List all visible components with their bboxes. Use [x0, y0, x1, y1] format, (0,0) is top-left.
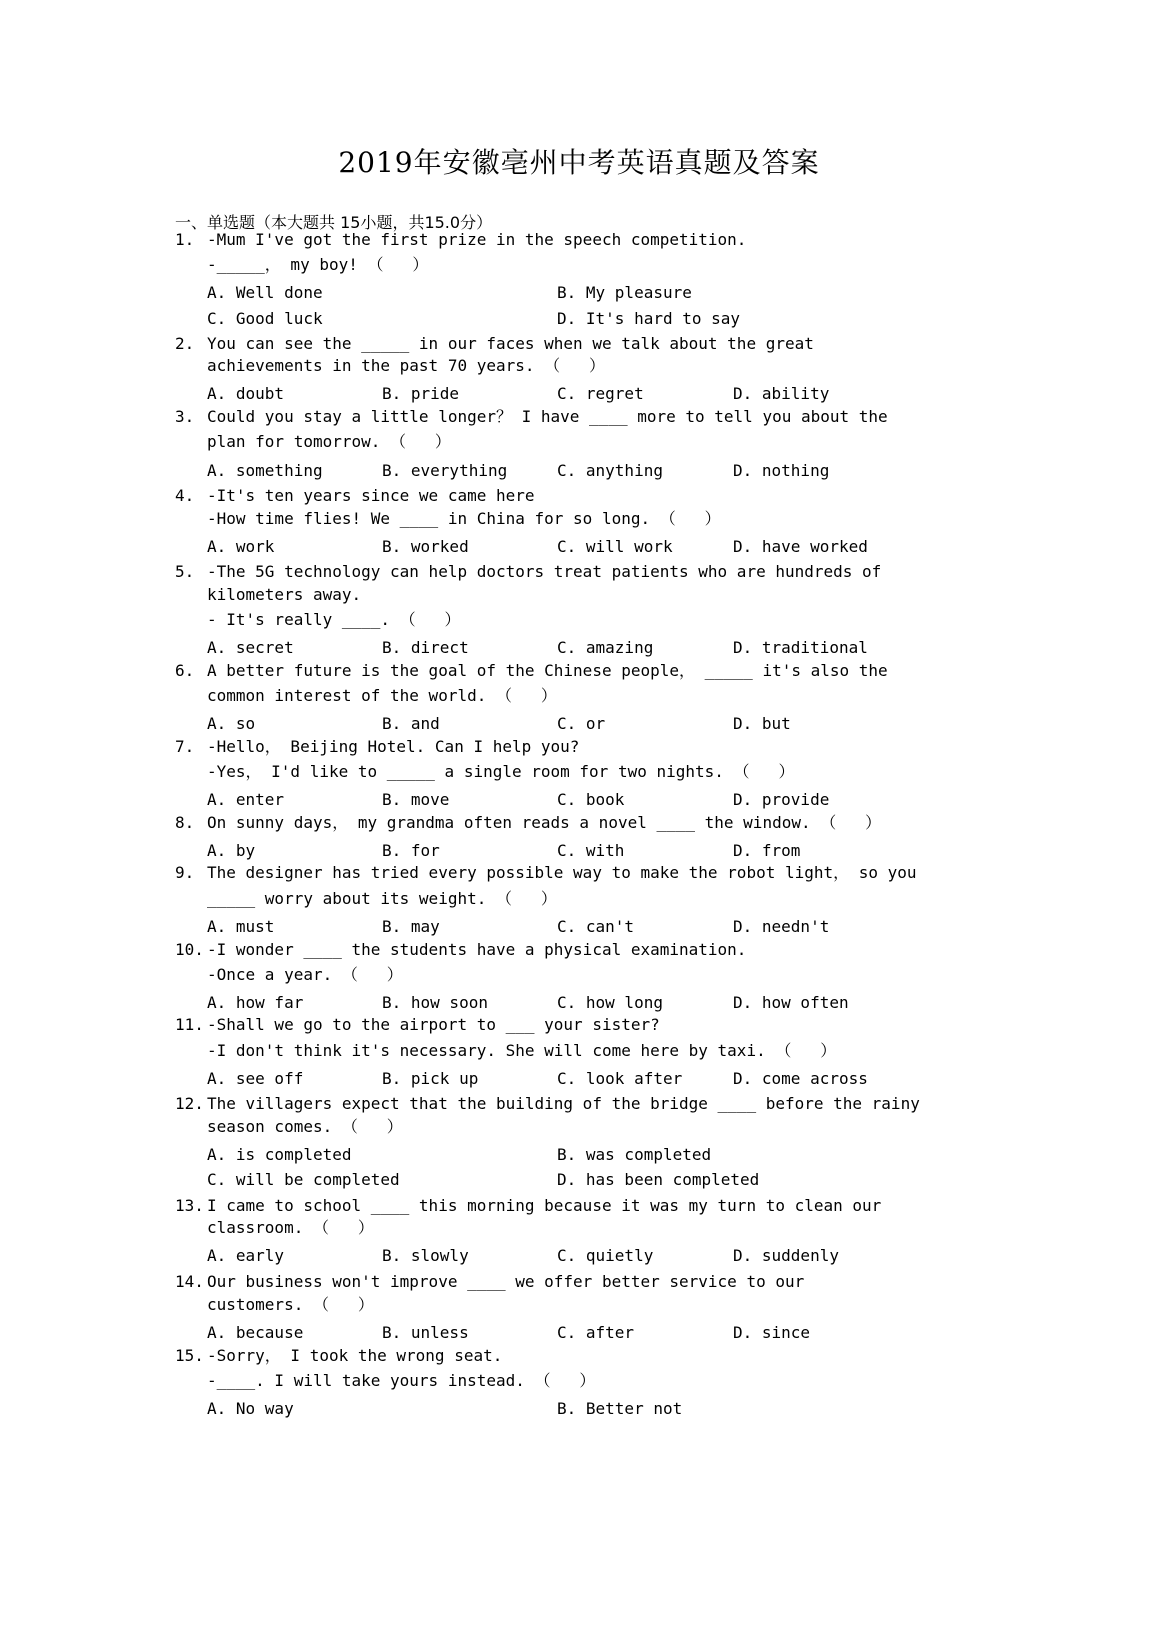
question-number: 11. [175, 1015, 204, 1034]
option: C. will be completed [207, 1170, 400, 1189]
option: C. book [557, 790, 625, 809]
option: C. will work [557, 537, 673, 556]
option: A. doubt [207, 384, 285, 403]
option: B. everything [382, 461, 508, 480]
option: C. Good luck [207, 309, 323, 328]
option: D. nothing [733, 461, 830, 480]
question-text: -I wonder ____ the students have a physical examination. [207, 940, 747, 959]
question-text: -It's ten years since we came here [207, 486, 535, 505]
option: C. with [557, 841, 625, 860]
question-text: season comes. （ ） [207, 1117, 403, 1136]
question-text: The villagers expect that the building of the bridge ____ before the rainy [207, 1094, 920, 1113]
option: A. enter [207, 790, 285, 809]
option: D. since [733, 1323, 811, 1342]
option: D. needn't [733, 917, 830, 936]
option: B. slowly [382, 1246, 469, 1265]
question-text: A better future is the goal of the Chinese people， _____ it's also the [207, 661, 888, 680]
option: B. unless [382, 1323, 469, 1342]
question-text: customers. （ ） [207, 1295, 374, 1314]
question-number: 1. [175, 230, 195, 249]
option: A. see off [207, 1069, 304, 1088]
option: A. because [207, 1323, 304, 1342]
question-number: 12. [175, 1094, 204, 1113]
question-number: 15. [175, 1346, 204, 1365]
question-number: 14. [175, 1272, 204, 1291]
option: A. how far [207, 993, 304, 1012]
question-text: -How time flies! We ____ in China for so long. （ ） [207, 509, 721, 528]
option: A. by [207, 841, 256, 860]
option: C. quietly [557, 1246, 654, 1265]
option: C. amazing [557, 638, 654, 657]
option: C. how long [557, 993, 663, 1012]
question-text: Our business won't improve ____ we offer better service to our [207, 1272, 805, 1291]
question-text: -I don't think it's necessary. She will come here by taxi. （ ） [207, 1041, 837, 1060]
option: B. worked [382, 537, 469, 556]
option: D. It's hard to say [557, 309, 741, 328]
option: A. work [207, 537, 275, 556]
question-number: 8. [175, 813, 195, 832]
option: D. come across [733, 1069, 868, 1088]
question-text: On sunny days， my grandma often reads a novel ____ the window. （ ） [207, 813, 882, 832]
question-text: -Mum I've got the first prize in the speech competition. [207, 230, 747, 249]
question-number: 9. [175, 863, 195, 882]
question-number: 4. [175, 486, 195, 505]
option: A. Well done [207, 283, 323, 302]
question-text: -____. I will take yours instead. （ ） [207, 1371, 596, 1390]
question-number: 2. [175, 334, 195, 353]
option: A. must [207, 917, 275, 936]
option: D. ability [733, 384, 830, 403]
option: D. traditional [733, 638, 868, 657]
option: B. Better not [557, 1399, 683, 1418]
option: D. how often [733, 993, 849, 1012]
question-number: 7. [175, 737, 195, 756]
question-text: -Yes， I'd like to _____ a single room for two nights. （ ） [207, 762, 795, 781]
option: D. provide [733, 790, 830, 809]
option: A. is completed [207, 1145, 352, 1164]
question-text: common interest of the world. （ ） [207, 686, 557, 705]
option: A. secret [207, 638, 294, 657]
page-title: 2019年安徽亳州中考英语真题及答案 [338, 146, 820, 179]
option: D. suddenly [733, 1246, 839, 1265]
option: B. pride [382, 384, 460, 403]
section-heading: 一、单选题（本大题共 15小题，共15.0分） [175, 213, 493, 232]
option: D. has been completed [557, 1170, 760, 1189]
question-text: achievements in the past 70 years. （ ） [207, 356, 606, 375]
option: B. how soon [382, 993, 488, 1012]
option: B. may [382, 917, 440, 936]
option: C. or [557, 714, 606, 733]
option: D. but [733, 714, 791, 733]
question-text: - It's really ____. （ ） [207, 610, 461, 629]
question-text: -Sorry， I took the wrong seat. [207, 1346, 503, 1365]
question-text: Could you stay a little longer？ I have ____ more to tell you about the [207, 407, 888, 426]
option: C. can't [557, 917, 635, 936]
option: D. from [733, 841, 801, 860]
question-text: -_____， my boy! （ ） [207, 255, 429, 274]
question-text: plan for tomorrow. （ ） [207, 432, 451, 451]
option: B. was completed [557, 1145, 712, 1164]
option: C. after [557, 1323, 635, 1342]
question-number: 13. [175, 1196, 204, 1215]
option: B. and [382, 714, 440, 733]
option: A. so [207, 714, 256, 733]
question-number: 10. [175, 940, 204, 959]
option: B. My pleasure [557, 283, 692, 302]
question-text: -Shall we go to the airport to ___ your sister? [207, 1015, 660, 1034]
option: B. pick up [382, 1069, 479, 1088]
option: B. direct [382, 638, 469, 657]
question-text: You can see the _____ in our faces when we talk about the great [207, 334, 814, 353]
option: B. move [382, 790, 450, 809]
question-text: -Once a year. （ ） [207, 965, 403, 984]
question-text: -The 5G technology can help doctors treat patients who are hundreds of [207, 562, 882, 581]
question-text: -Hello， Beijing Hotel. Can I help you? [207, 737, 580, 756]
question-number: 6. [175, 661, 195, 680]
option: A. early [207, 1246, 285, 1265]
option: C. anything [557, 461, 663, 480]
question-text: classroom. （ ） [207, 1218, 374, 1237]
option: B. for [382, 841, 440, 860]
question-text: kilometers away. [207, 585, 362, 604]
option: C. regret [557, 384, 644, 403]
option: C. look after [557, 1069, 683, 1088]
question-text: _____ worry about its weight. （ ） [207, 889, 557, 908]
question-number: 5. [175, 562, 195, 581]
question-text: The designer has tried every possible way to make the robot light， so you [207, 863, 917, 882]
option: A. something [207, 461, 323, 480]
option: D. have worked [733, 537, 868, 556]
option: A. No way [207, 1399, 294, 1418]
question-text: I came to school ____ this morning because it was my turn to clean our [207, 1196, 882, 1215]
question-number: 3. [175, 407, 195, 426]
